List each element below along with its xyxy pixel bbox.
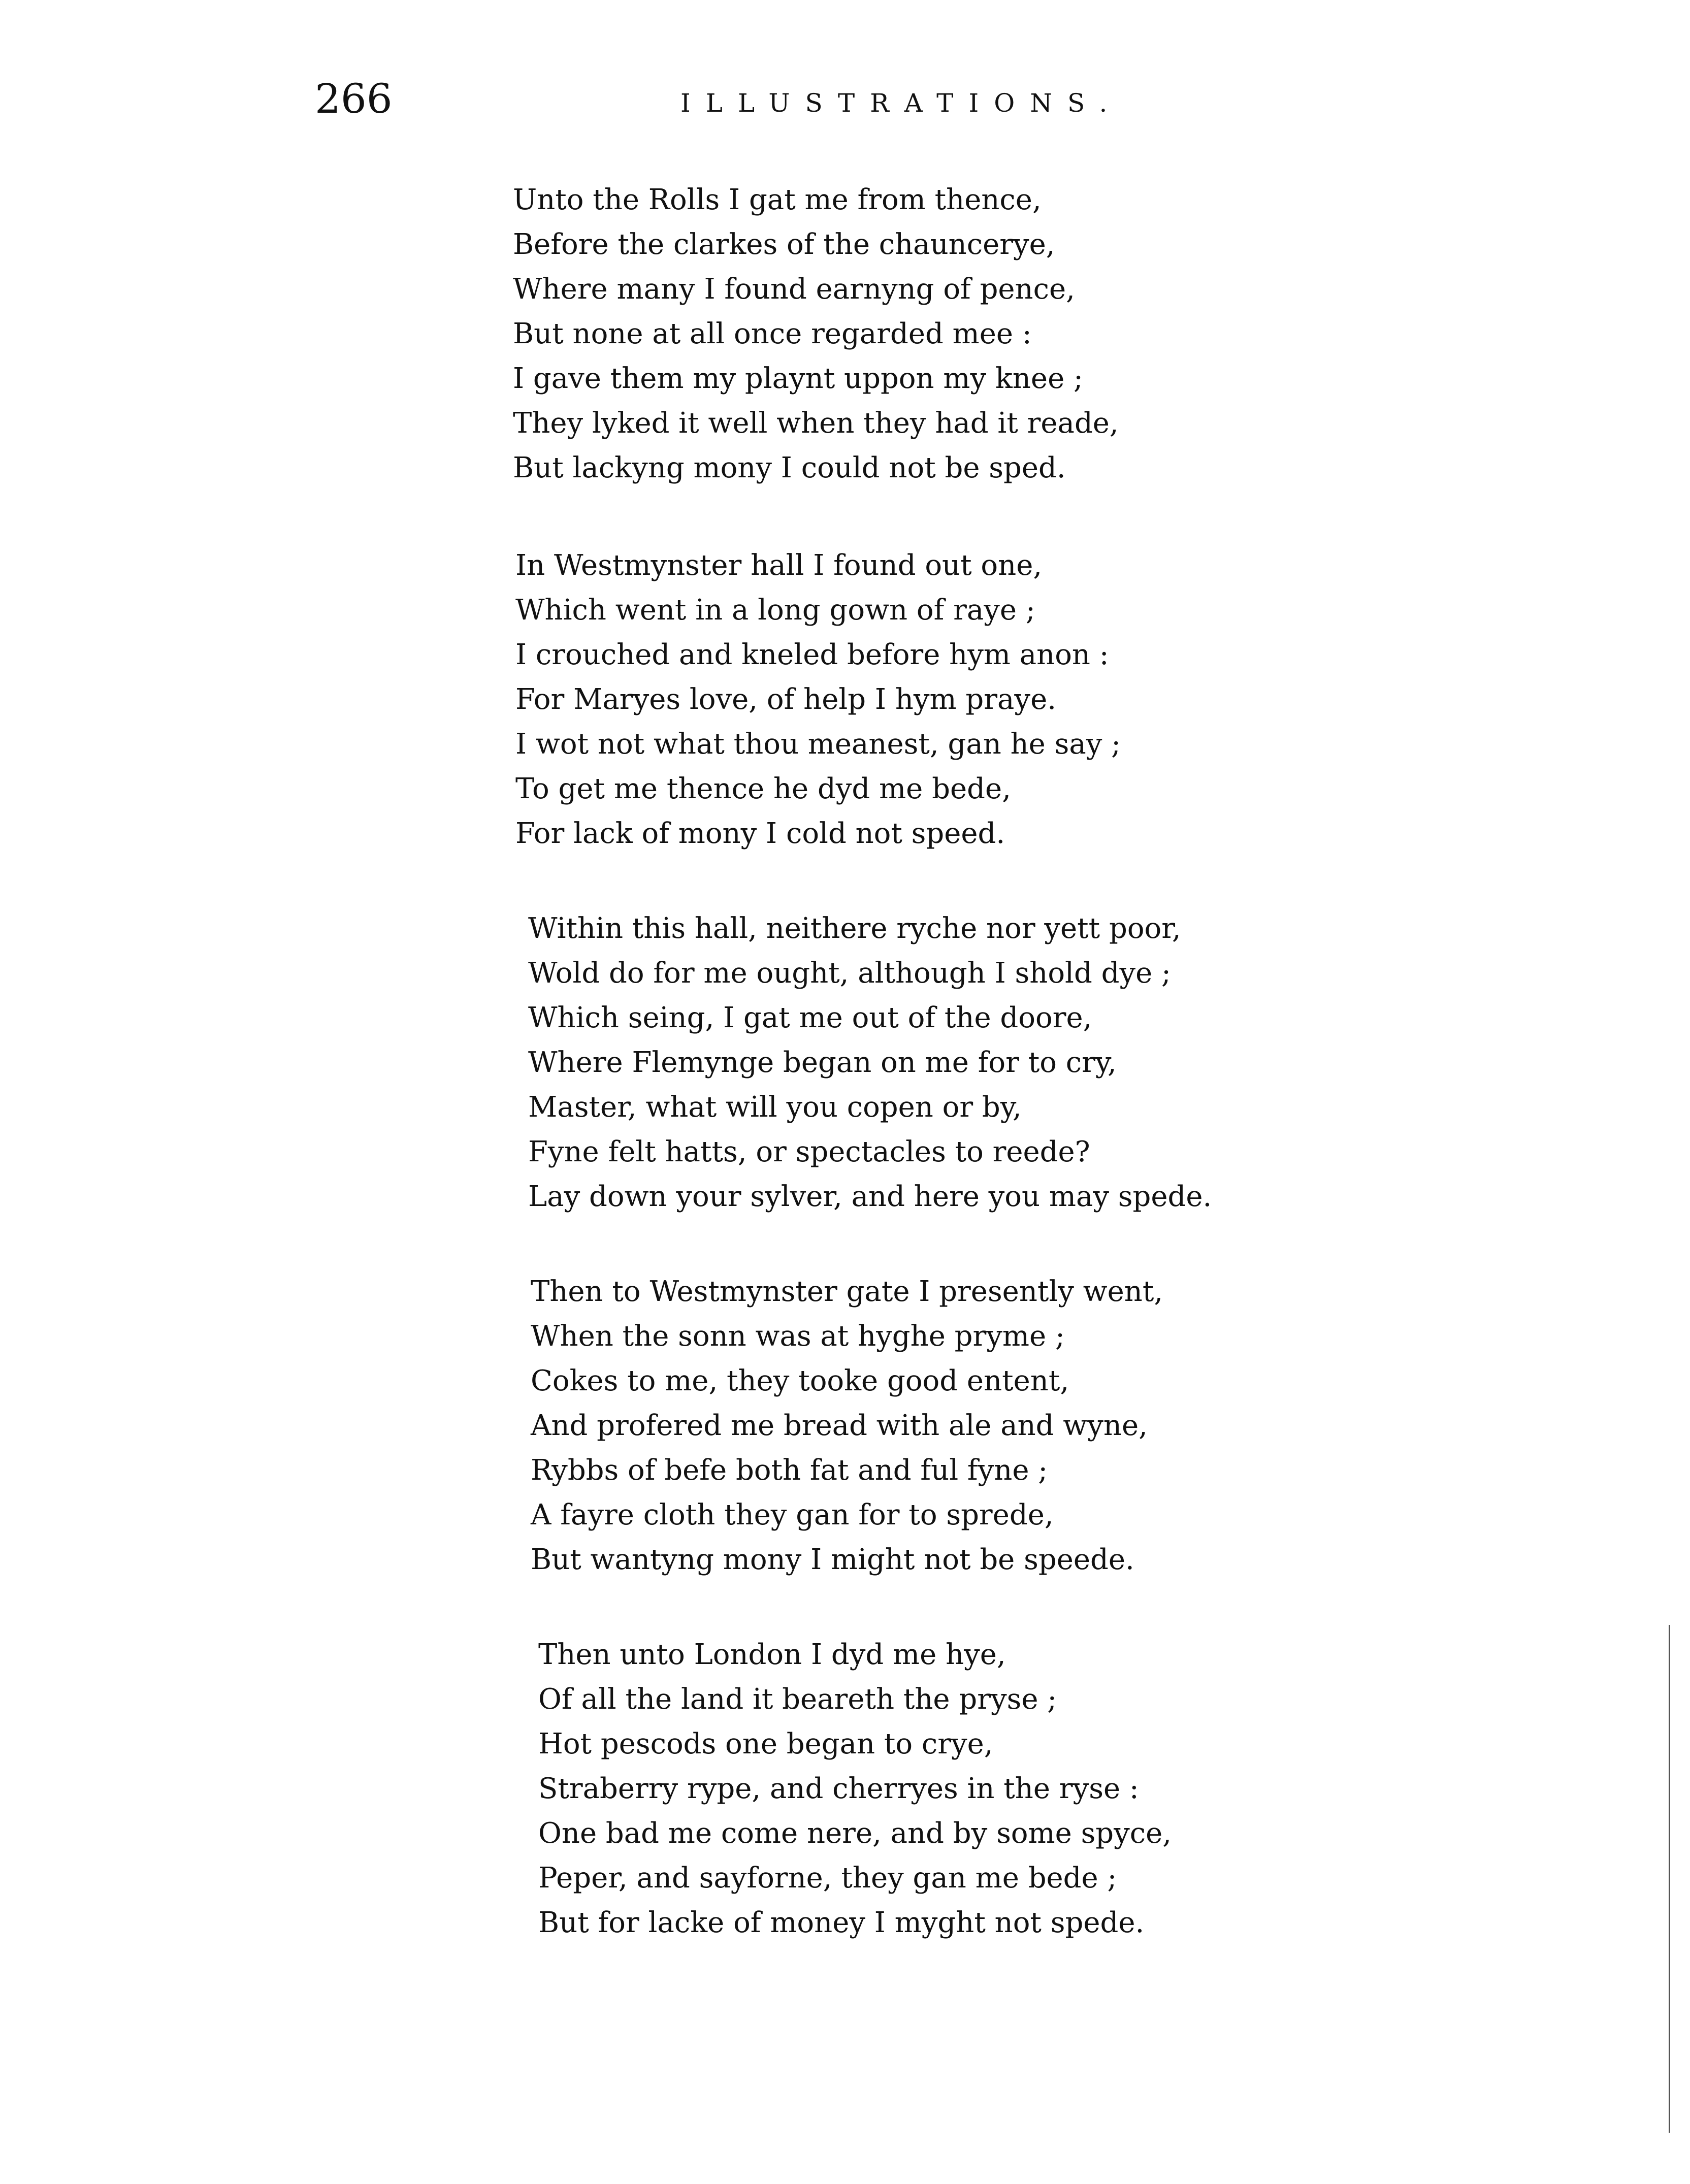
verse-line: Unto the Rolls I gat me from thence,	[513, 183, 1042, 216]
verse-line: But none at all once regarded mee :	[513, 317, 1032, 350]
verse-line: A fayre cloth they gan for to sprede,	[531, 1498, 1054, 1531]
verse-line: Then to Westmynster gate I presently went,	[531, 1275, 1163, 1308]
verse-line: But wantyng mony I might not be speede.	[531, 1543, 1134, 1576]
verse-line: Before the clarkes of the chauncerye,	[513, 228, 1055, 261]
verse-line: Which seing, I gat me out of the doore,	[528, 1001, 1092, 1034]
verse-line: I wot not what thou meanest, gan he say ;	[515, 728, 1121, 761]
verse-line: Wold do for me ought, although I shold dye ;	[528, 957, 1171, 990]
verse-line: For Maryes love, of help I hym praye.	[515, 683, 1057, 716]
verse-line: Where Flemynge began on me for to cry,	[528, 1046, 1117, 1079]
verse-line: To get me thence he dyd me bede,	[515, 772, 1011, 805]
stanza	[528, 906, 1212, 1219]
verse-line: Then unto London I dyd me hye,	[538, 1638, 1006, 1671]
stanza	[538, 1633, 1172, 1945]
verse-line: Within this hall, neithere ryche nor yett poor,	[528, 912, 1181, 945]
verse-line: Of all the land it beareth the pryse ;	[538, 1683, 1057, 1716]
verse-line: Master, what will you copen or by,	[528, 1091, 1022, 1124]
verse-line: Cokes to me, they tooke good entent,	[531, 1364, 1069, 1397]
page-number: 266	[315, 75, 393, 122]
verse-line: They lyked it well when they had it reade,	[513, 407, 1119, 440]
verse-line: Peper, and sayforne, they gan me bede ;	[538, 1862, 1117, 1895]
verse-line: Lay down your sylver, and here you may spede.	[528, 1180, 1212, 1213]
verse-line: Straberry rype, and cherryes in the ryse :	[538, 1772, 1139, 1805]
running-title: ILLUSTRATIONS.	[680, 88, 1123, 118]
stanza	[513, 178, 1119, 491]
verse-line: I crouched and kneled before hym anon :	[515, 638, 1109, 671]
stanza	[515, 543, 1121, 856]
verse-line: Which went in a long gown of raye ;	[515, 594, 1035, 627]
page-edge-rule	[1669, 1625, 1670, 2133]
verse-line: For lack of mony I cold not speed.	[515, 817, 1005, 850]
verse-line: Rybbs of befe both fat and ful fyne ;	[531, 1454, 1048, 1487]
verse-line: But lackyng mony I could not be sped.	[513, 451, 1066, 484]
verse-line: Where many I found earnyng of pence,	[513, 273, 1075, 306]
verse-line: I gave them my playnt uppon my knee ;	[513, 362, 1083, 395]
verse-line: In Westmynster hall I found out one,	[515, 549, 1043, 582]
verse-line: One bad me come nere, and by some spyce,	[538, 1817, 1172, 1850]
verse-line: Fyne felt hatts, or spectacles to reede?	[528, 1135, 1090, 1168]
verse-line: And profered me bread with ale and wyne,	[531, 1409, 1148, 1442]
verse-line: When the sonn was at hyghe pryme ;	[531, 1320, 1065, 1353]
verse-line: Hot pescods one began to crye,	[538, 1727, 993, 1761]
verse-line: But for lacke of money I myght not spede.	[538, 1906, 1145, 1939]
stanza	[531, 1269, 1163, 1582]
